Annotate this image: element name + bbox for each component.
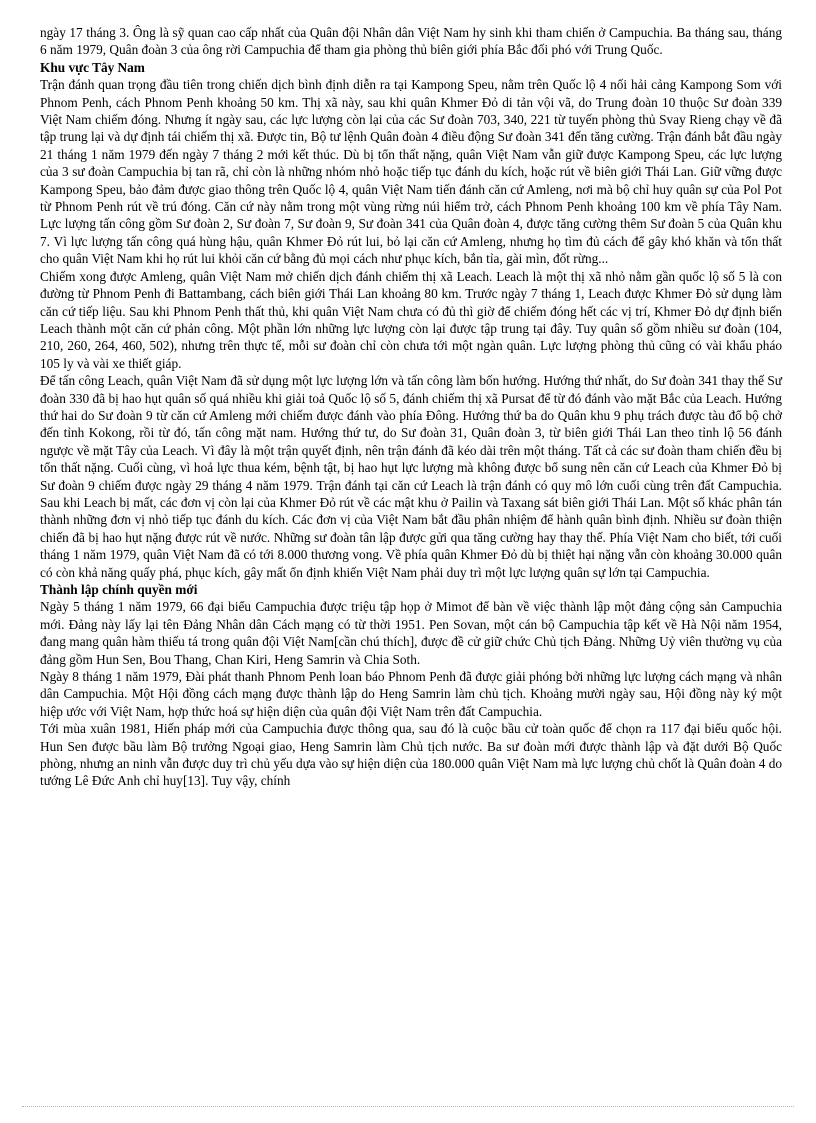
paragraph-intro: ngày 17 tháng 3. Ông là sỹ quan cao cấp nhất của Quân đội Nhân dân Việt Nam hy sinh khi tham chiến ở Campuchia. Ba tháng sau, tháng 6 năm 1979, Quân đoàn 3 của ông rời Campuchia để tham gia phòng thủ biên giới phía Bắc đối phó với Trung Quốc. [40, 25, 782, 58]
heading-southwest-region: Khu vực Tây Nam [40, 59, 145, 75]
document-page [40, 24, 782, 790]
heading-new-government: Thành lập chính quyền mới [40, 582, 198, 597]
paragraph-leach-attack: Để tấn công Leach, quân Việt Nam đã sử dụng một lực lượng lớn và tấn công làm bốn hướng. Hướng thứ nhất, do Sư đoàn 341 thay thế Sư đoàn 330 đã bị hao hụt quân số quá nhiều khi giải toả Quốc lộ số 5, đánh chiếm thị xã Pursat để từ đó đánh vào mặt Bắc của Leach. Hướng thứ hai do Sư đoàn 9 từ căn cứ Amleng mới chiếm được đánh vào phía Đông. Hướng thứ ba do Quân khu 9 phụ trách được tàu đổ bộ chở đến tỉnh Kokong, rồi từ đó, tấn công mặt nam. Hướng thứ tư, do Sư đoàn 31, Quân đoàn 3, từ biên giới Thái Lan theo tỉnh lộ 56 đánh ngược về mặt Tây của Leach. Vì đây là một trận quyết định, nên trận đánh đã kéo dài trên một tháng. Tất cả các sư đoàn tham chiến đều bị tổn thất nặng. Cuối cùng, vì hoả lực thua kém, bệnh tật, bị hao hụt lực lượng mà không được bổ sung nên căn cứ Leach của Khmer Đỏ bị Sư đoàn 9 chiếm được ngày 29 tháng 4 năm 1979. Trận đánh tại căn cứ Leach là trận đánh có quy mô lớn cuối cùng trên đất Campuchia. Sau khi Leach bị mất, các đơn vị còn lại của Khmer Đỏ rút về các mật khu ở Pailin và Taxang sát biên giới Thái Lan. Một số khác phân tán thành những đơn vị nhỏ tiếp tục đánh du kích. Các đơn vị của Việt Nam bắt đầu phân nhiệm để hành quân bình định. Nhiều sư đoàn thiện chiến đã bị hao hụt nặng được rút về nước. Những sư đoàn tân lập được gửi qua tăng cường hay thay thế. Phía Việt Nam cho biết, tới cuối tháng 1 năm 1979, quân Việt Nam đã có tới 8.000 thương vong. Về phía quân Khmer Đỏ dù bị thiệt hại nặng vẫn còn khoảng 30.000 quân có còn khả năng quấy phá, phục kích, gây mất ổn định khiến Việt Nam phải duy trì một lực lượng quân sự lớn tại Campuchia. [40, 373, 782, 580]
paragraph-leach: Chiếm xong được Amleng, quân Việt Nam mở chiến dịch đánh chiếm thị xã Leach. Leach là một thị xã nhỏ nằm gần quốc lộ số 5 là con đường từ Phnom Penh đi Battambang, cách biên giới Thái Lan khoảng 80 km. Trước ngày 7 tháng 1, Leach được Khmer Đỏ sử dụng làm căn cứ tiếp liệu. Sau khi Phnom Penh thất thủ, khi quân Việt Nam chưa có đủ thì giờ để chiếm đóng hết các vị trí, Khmer Đỏ dự định biến Leach thành một căn cứ phản công. Một phần lớn những lực lượng còn lại được tập trung tại đây. Tuy quân số gồm nhiều sư đoàn (104, 210, 260, 264, 460, 502), nhưng trên thực tế, mỗi sư đoàn chỉ còn chưa tới một ngàn quân. Lực lượng phòng thủ cũng có vài khẩu pháo 105 ly và vài xe thiết giáp. [40, 268, 782, 371]
paragraph-party-founding: Ngày 5 tháng 1 năm 1979, 66 đại biểu Campuchia được triệu tập họp ở Mimot để bàn về việc thành lập một đảng cộng sản Campuchia mới. Đảng này lấy lại tên Đảng Nhân dân Cách mạng có từ thời 1951. Pen Sovan, một cán bộ Campuchia tập kết về Hà Nội năm 1954, đang mang quân hàm thiếu tá trong quân đội Việt Nam[cần chú thích], được đề cử giữ chức Chủ tịch Đảng. Những Uỷ viên thường vụ của đảng gồm Hun Sen, Bou Thang, Chan Kiri, Heng Samrin và Chia Soth. [40, 599, 782, 667]
paragraph-kampong-speu: Trận đánh quan trọng đầu tiên trong chiến dịch bình định diễn ra tại Kampong Speu, nằm trên Quốc lộ 4 nối hải cảng Kampong Som với Phnom Penh, cách Phnom Penh khoảng 50 km. Thị xã này, sau khi quân Khmer Đỏ di tản vội vã, do Trung đoàn 10 thuộc Sư đoàn 339 Việt Nam chiếm đóng. Nhưng ít ngày sau, các lực lượng còn lại của các Sư đoàn 703, 340, 221 từ tuyến phòng thủ Svay Rieng chạy về đã tập trung lại và dự định tái chiếm thị xã. Được tin, Bộ tư lệnh Quân đoàn 4 điều động Sư đoàn 341 đến tăng cường. Trận đánh bắt đầu ngày 21 tháng 1 năm 1979 đến ngày 7 tháng 2 mới kết thúc. Dù bị tổn thất nặng, quân Việt Nam vẫn giữ được Kampong Speu, các lực lượng của 3 sư đoàn Campuchia bị tan rã, chỉ còn là những nhóm nhỏ hoặc tiếp tục đánh du kích, hoặc rút về biên giới Thái Lan. Giữ vững được Kampong Speu, bảo đảm được giao thông trên Quốc lộ 4, quân Việt Nam tiến đánh căn cứ Amleng, nơi mà bộ chỉ huy quân sự của Pol Pot từ Phnom Penh rút về trú đóng. Căn cứ này nằm trong một vùng rừng núi hiểm trở, cách Phnom Penh khoảng 100 km về phía Tây Nam. Lực lượng tấn công gồm Sư đoàn 2, Sư đoàn 7, Sư đoàn 9, Sư đoàn 341 của Quân đoàn 4, được tăng cường thêm Sư đoàn 5 của Quân khu 7. Vì lực lượng tấn công quá hùng hậu, quân Khmer Đỏ rút lui, bỏ lại căn cứ Amleng, nhưng họ tìm đủ cách để gây khó khăn và tổn thất cho quân Việt Nam khi họ rút lui khỏi căn cứ bằng đủ mọi cách như phục kích, bắn tỉa, gài mìn, đốt rừng... [40, 77, 782, 267]
paragraph-radio-announcement: Ngày 8 tháng 1 năm 1979, Đài phát thanh Phnom Penh loan báo Phnom Penh đã được giải phóng bởi những lực lượng cách mạng và nhân dân Campuchia. Một Hội đồng cách mạng được thành lập do Heng Samrin làm chủ tịch. Khoảng mười ngày sau, Hội đồng này ký một hiệp ước với Việt Nam, hợp thức hoá sự hiện diện của quân đội Việt Nam trên đất Campuchia. [40, 669, 782, 719]
page-footer-divider [22, 1106, 794, 1107]
paragraph-constitution-1981: Tới mùa xuân 1981, Hiến pháp mới của Campuchia được thông qua, sau đó là cuộc bầu cử toàn quốc để chọn ra 117 đại biểu quốc hội. Hun Sen được bầu làm Bộ trưởng Ngoại giao, Heng Samrin làm Chủ tịch nước. Ba sư đoàn mới được thành lập và đặt dưới Bộ Quốc phòng, nhưng an ninh vẫn được duy trì chủ yếu dựa vào sự hiện diện của 180.000 quân Việt Nam mà lực lượng chủ chốt là Quân đoàn 4 do tướng Lê Đức Anh chỉ huy[13]. Tuy vậy, chính [40, 721, 783, 789]
